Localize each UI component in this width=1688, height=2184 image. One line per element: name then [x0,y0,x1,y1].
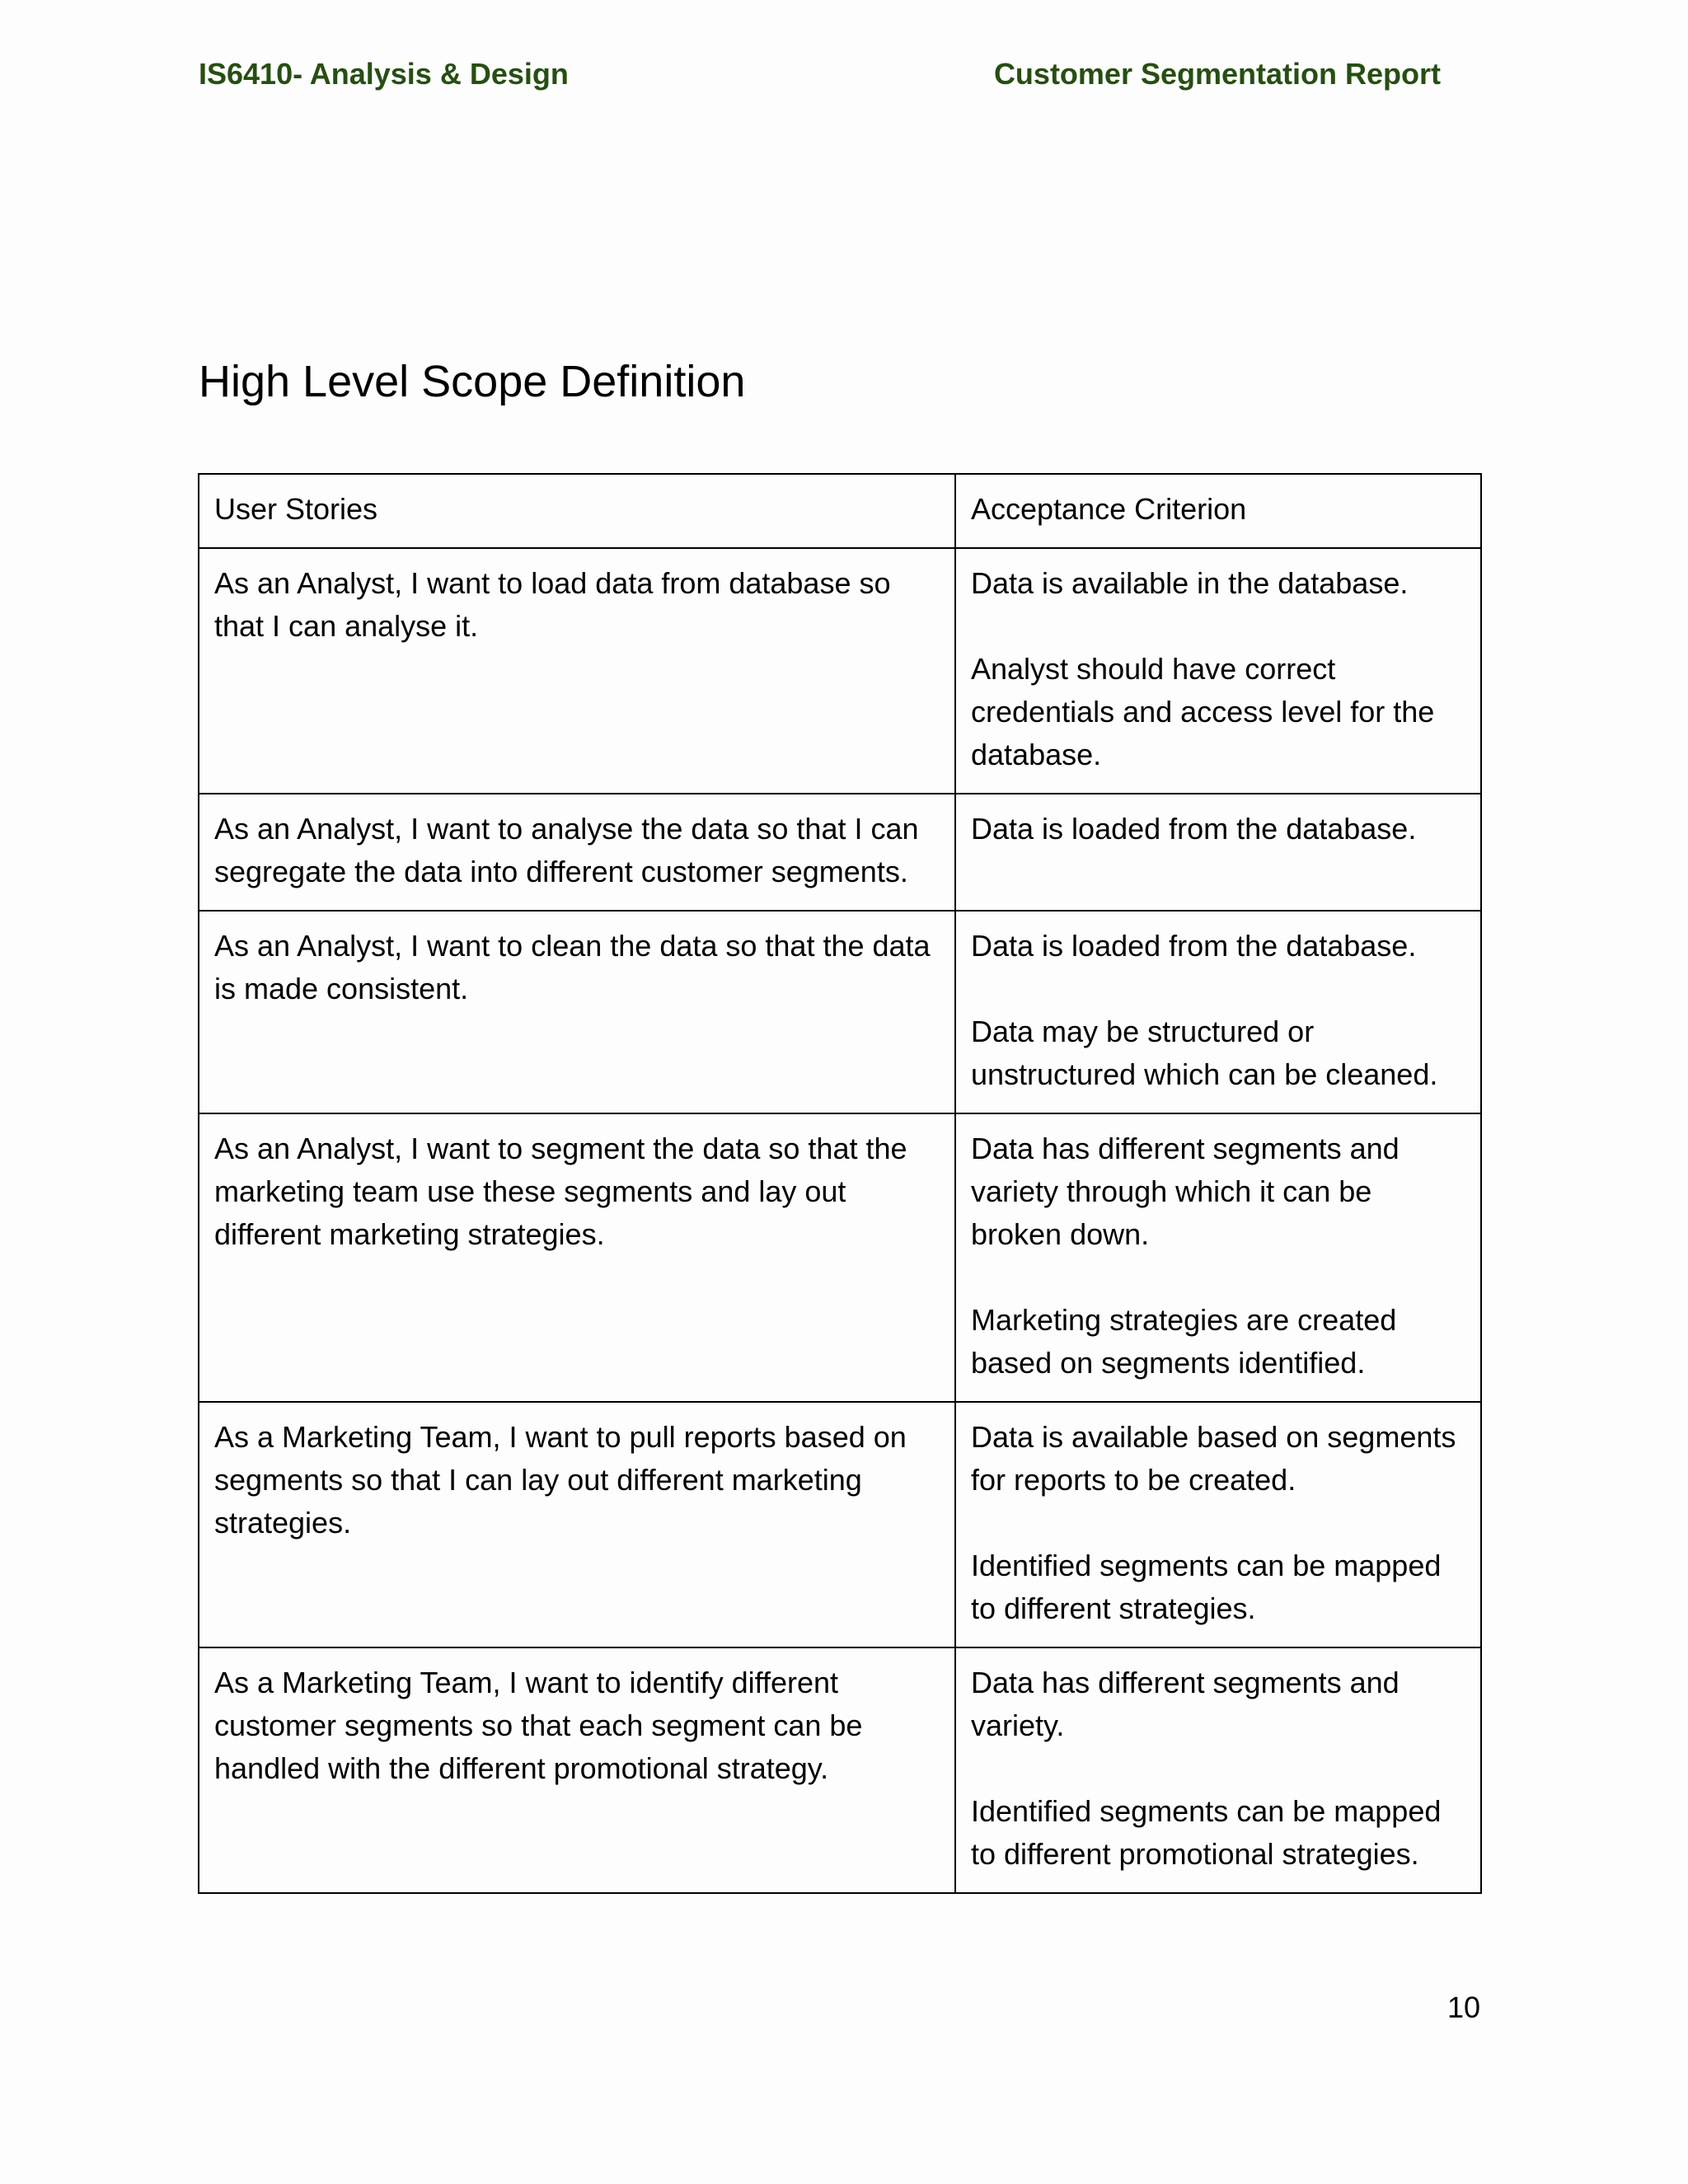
table-row [199,911,1481,1113]
acceptance-criteria-cell [955,1647,1481,1893]
header-course-title: IS6410- Analysis & Design [199,57,569,91]
table-row [199,1113,1481,1402]
table-row [199,794,1481,911]
header-report-title: Customer Segmentation Report [993,57,1441,91]
user-story-cell: As a Marketing Team, I want to pull reports based on segments so that I can lay out different marketing strategies. [199,1402,955,1647]
criterion: Data is available based on segments for reports to be created. [971,1420,1456,1497]
criterion: Identified segments can be mapped to different promotional strategies. [971,1794,1442,1871]
table-row [199,1402,1481,1647]
user-story-cell: As an Analyst, I want to clean the data so that the data is made consistent. [199,911,955,1113]
user-story-cell: As an Analyst, I want to segment the data so that the marketing team use these segments and lay out different marketing strategies. [199,1113,955,1402]
table-row [199,548,1481,794]
scope-table [198,473,1482,1894]
criterion: Data may be structured or unstructured which can be cleaned. [971,1015,1438,1091]
acceptance-criteria-cell [955,548,1481,794]
criterion: Marketing strategies are created based on segments identified. [971,1303,1397,1380]
table-row [199,1647,1481,1893]
criterion: Data is loaded from the database. [971,812,1417,846]
user-story-cell: As an Analyst, I want to load data from database so that I can analyse it. [199,548,955,794]
criterion: Data is loaded from the database. [971,929,1417,963]
criterion: Data has different segments and variety. [971,1666,1400,1742]
page-number: 10 [1447,1990,1480,2024]
page-title: High Level Scope Definition [199,357,746,406]
user-story-cell: As a Marketing Team, I want to identify different customer segments so that each segment can be handled with the different promotional strategy. [199,1647,955,1893]
criterion: Data is available in the database. [971,566,1409,600]
table-header-row [199,474,1481,548]
criterion: Data has different segments and variety through which it can be broken down. [971,1132,1400,1251]
acceptance-criteria-cell [955,911,1481,1113]
acceptance-criteria-cell [955,1113,1481,1402]
criterion: Analyst should have correct credentials and access level for the database. [971,652,1435,771]
column-header-acceptance-criterion: Acceptance Criterion [955,474,1481,548]
user-story-cell: As an Analyst, I want to analyse the data so that I can segregate the data into different customer segments. [199,794,955,911]
column-header-user-stories: User Stories [199,474,955,548]
acceptance-criteria-cell [955,1402,1481,1647]
acceptance-criteria-cell [955,794,1481,911]
criterion: Identified segments can be mapped to different strategies. [971,1549,1442,1625]
